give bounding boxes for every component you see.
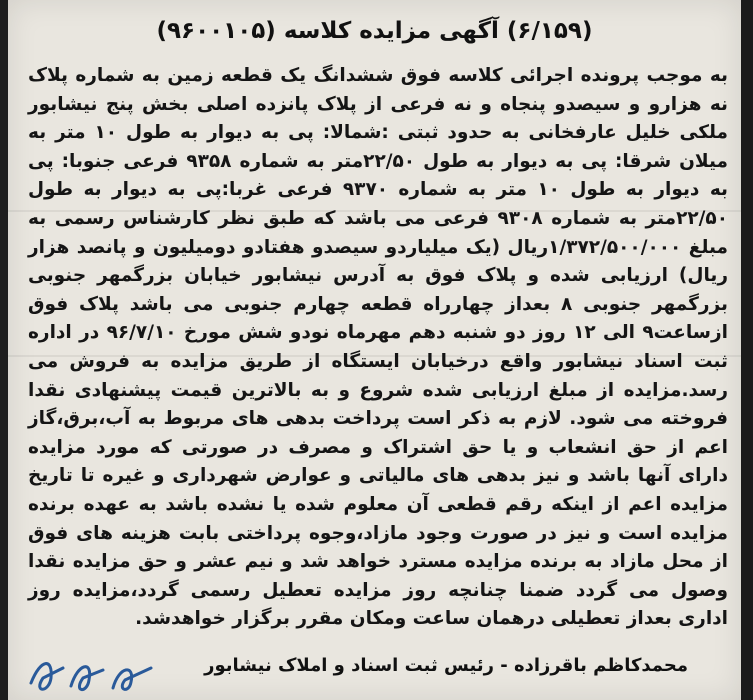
- scan-border-left: [0, 0, 8, 700]
- scan-border-right: [741, 0, 753, 700]
- newspaper-clipping: [8, 0, 741, 700]
- notice-title: (۶/۱۵۹) آگهی مزایده کلاسه (۹۶۰۰۱۰۵): [156, 18, 593, 44]
- signature-line: محمدکاظم باقرزاده - رئیس ثبت اسناد و املاک نیشابور: [204, 655, 688, 676]
- notice-body: به موجب پرونده اجرائی کلاسه فوق ششدانگ یک قطعه زمین به شماره پلاک نه هزارو و سیصدو پنجاه و نه فرعی از پلاک پانزده اصلی بخش پنج نیشابور ملکی خلیل عارفخانی به حدود ثبتی :شمالا: پی به دیوار به طول ۱۰ متر به میلان شرقا: پی به دیوار به طول ۲۲/۵۰متر به شماره ۹۳۵۸ فرعی جنوبا: پی به دیوار به طول ۱۰ متر به شماره ۹۳۷۰ فرعی غربا:پی به دیوار به طول ۲۲/۵۰متر به شماره ۹۳۰۸ فرعی می باشد که طبق نظر کارشناس رسمی به مبلغ ۱/۳۷۲/۵۰۰/۰۰۰ریال (یک میلیاردو سیصدو هفتادو دومیلیون و پانصد هزار ریال) ارزیابی شده و پلاک فوق به آدرس نیشابور خیابان بزرگمهر جنوبی بزرگمهر جنوبی ۸ بعداز چهارراه قطعه چهارم جنوبی می باشد پلاک فوق ازساعت۹ الی ۱۲ روز دو شنبه دهم مهرماه نودو شش مورخ ۹۶/۷/۱۰ در اداره ثبت اسناد نیشابور واقع درخیابان ایستگاه از طریق مزایده به فروش می رسد.مزایده از مبلغ ارزیابی شده شروع و به بالاترین قیمت پیشنهادی نقدا فروخته می شود. لازم به ذکر است پرداخت بدهی های مربوط به آب،برق،گاز اعم از حق انشعاب و یا حق اشتراک و مصرف در صورتی که مورد مزایده دارای آنها باشد و نیز بدهی های مالیاتی و عوارض شهرداری و غیره تا تاریخ مزایده اعم از اینکه رقم قطعی آن معلوم شده یا نشده باشد به عهده برنده مزایده است و نیز در صورت وجود مازاد،وجوه پرداختی بابت هزینه های فوق از محل مازاد به برنده مزایده مسترد خواهد شد و نیم عشر و حق مزایده نقدا وصول می گردد ضمنا چنانچه روز مزایده تعطیل رسمی گردد،مزایده روز اداری بعداز تعطیلی درهمان ساعت ومکان مقرر برگزار خواهدشد.: [28, 65, 728, 630]
